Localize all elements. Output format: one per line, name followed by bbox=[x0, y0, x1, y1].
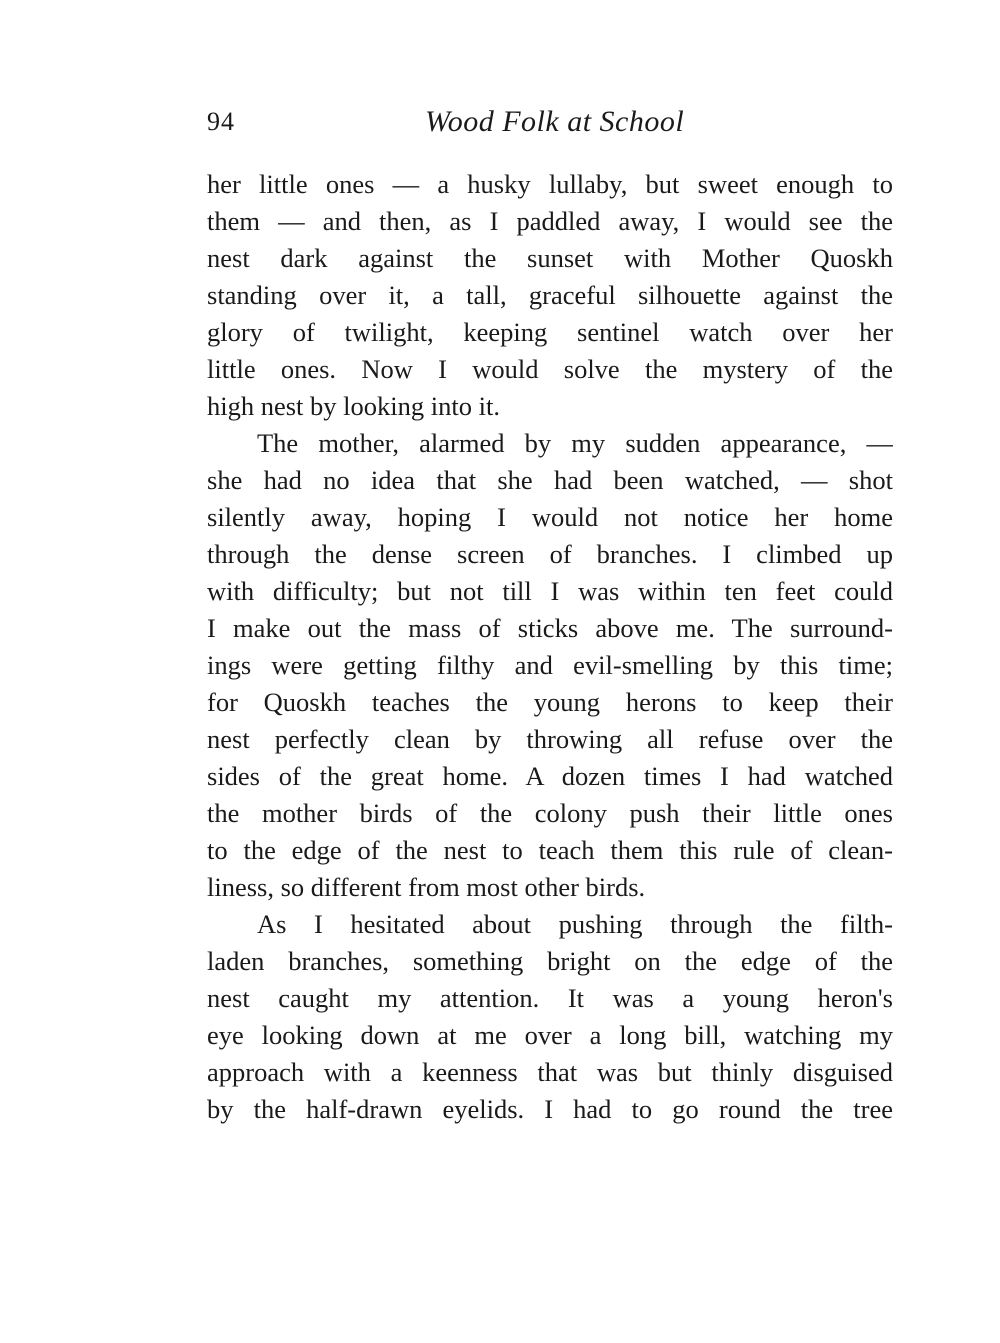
paragraph-first-line: As I hesitated about pushing through the filth- bbox=[257, 909, 893, 939]
text-line: the mother birds of the colony push their little ones bbox=[207, 798, 893, 828]
text-line: approach with a keenness that was but thinly disguised bbox=[207, 1057, 893, 1087]
text-line: them — and then, as I paddled away, I would see the bbox=[207, 206, 893, 236]
text-line: silently away, hoping I would not notice her home bbox=[207, 502, 893, 532]
text-line: by the half-drawn eyelids. I had to go round the tree bbox=[207, 1094, 893, 1124]
text-line: she had no idea that she had been watched, — shot bbox=[207, 465, 893, 495]
text-line: laden branches, something bright on the edge of the bbox=[207, 946, 893, 976]
text-line: for Quoskh teaches the young herons to keep their bbox=[207, 687, 893, 717]
text-line: ings were getting filthy and evil-smelling by this time; bbox=[207, 650, 893, 680]
text-line: her little ones — a husky lullaby, but sweet enough to bbox=[207, 169, 893, 199]
text-line: nest caught my attention. It was a young heron's bbox=[207, 983, 893, 1013]
text-line: nest dark against the sunset with Mother Quoskh bbox=[207, 243, 893, 273]
text-line: eye looking down at me over a long bill, watching my bbox=[207, 1020, 893, 1050]
page-header bbox=[207, 102, 893, 142]
running-title: Wood Folk at School bbox=[425, 105, 685, 138]
text-line: sides of the great home. A dozen times I had watched bbox=[207, 761, 893, 791]
page-number: 94 bbox=[207, 107, 235, 136]
text-line: to the edge of the nest to teach them this rule of clean- bbox=[207, 835, 893, 865]
text-line: I make out the mass of sticks above me. The surround- bbox=[207, 613, 893, 643]
text-line: high nest by looking into it. bbox=[207, 391, 500, 421]
text-line: liness, so different from most other birds. bbox=[207, 872, 646, 902]
body-text bbox=[207, 166, 893, 1128]
text-line: little ones. Now I would solve the mystery of the bbox=[207, 354, 893, 384]
text-line: nest perfectly clean by throwing all refuse over the bbox=[207, 724, 893, 754]
text-line: through the dense screen of branches. I climbed up bbox=[207, 539, 893, 569]
text-line: with difficulty; but not till I was within ten feet could bbox=[207, 576, 893, 606]
paragraph-first-line: The mother, alarmed by my sudden appearance, — bbox=[257, 428, 893, 458]
text-line: glory of twilight, keeping sentinel watch over her bbox=[207, 317, 893, 347]
text-line: standing over it, a tall, graceful silhouette against the bbox=[207, 280, 893, 310]
